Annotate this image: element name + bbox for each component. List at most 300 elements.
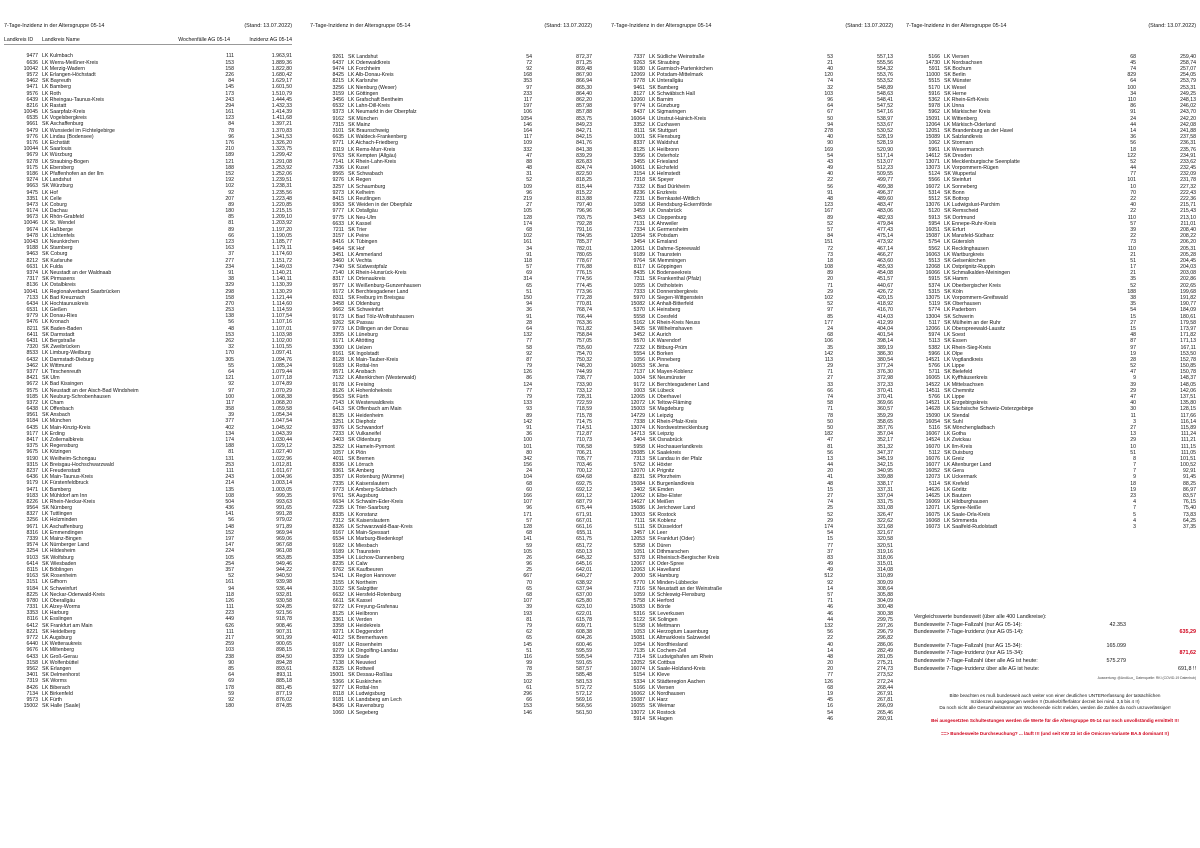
district-id: 8212: [26, 257, 38, 264]
district-id: 3404: [633, 437, 645, 444]
incidence: 715,78: [576, 412, 592, 419]
weekly-cases: 61: [526, 684, 532, 691]
district-name: SK Memmingen: [649, 257, 686, 264]
weekly-cases: 94: [526, 301, 532, 308]
weekly-cases: 71: [827, 406, 833, 413]
weekly-cases: 86: [1130, 103, 1136, 110]
district-id: 9190: [26, 455, 38, 462]
district-name: SK Frankfurt am Main: [42, 622, 93, 629]
incidence: 304,09: [877, 598, 893, 605]
district-name: LK Oberhavel: [649, 394, 681, 401]
district-name: LK Schwandorf: [348, 424, 384, 431]
summary-value: 635,29: [1179, 629, 1196, 636]
district-id: 5513: [928, 257, 940, 264]
district-id: 3159: [332, 90, 344, 97]
weekly-cases: 78: [827, 412, 833, 419]
incidence: 768,74: [576, 307, 592, 314]
district-name: SK Delmenhorst: [42, 672, 80, 679]
district-name: SK Bochum: [944, 66, 972, 73]
table-row: [4, 703, 292, 709]
district-name: LK Günzburg: [649, 103, 680, 110]
weekly-cases: 145: [523, 641, 532, 648]
district-id: 9183: [332, 363, 344, 370]
district-id: 6632: [332, 592, 344, 599]
district-id: 9377: [26, 368, 38, 375]
incidence: 173,97: [1180, 325, 1196, 332]
weekly-cases: 74: [827, 394, 833, 401]
district-name: LK Dahme-Spreewald: [649, 245, 700, 252]
district-id: 9477: [26, 53, 38, 60]
district-id: 15089: [925, 134, 940, 141]
district-id: 8225: [26, 591, 38, 598]
district-name: SK Magdeburg: [649, 406, 684, 413]
weekly-cases: 94: [228, 585, 234, 592]
district-name: LK Hohenlohekreis: [348, 387, 392, 394]
district-id: 7211: [332, 226, 344, 233]
district-id: 3356: [633, 152, 645, 159]
incidence: 202,65: [1180, 282, 1196, 289]
district-id: 4012: [332, 635, 344, 642]
district-name: LK Dillingen an der Donau: [348, 325, 409, 332]
incidence: 991,28: [276, 511, 292, 518]
district-name: SK Schweinfurt: [348, 307, 384, 314]
weekly-cases: 22: [827, 635, 833, 642]
incidence: 842,15: [576, 134, 592, 141]
incidence: 204,45: [1180, 257, 1196, 264]
district-name: LK Donau-Ries: [42, 313, 78, 320]
weekly-cases: 77: [827, 542, 833, 549]
incidence: 822,50: [576, 171, 592, 178]
weekly-cases: 48: [827, 196, 833, 203]
incidence: 148,37: [1180, 375, 1196, 382]
district-name: SK Herne: [944, 90, 967, 97]
incidence: 1.151,72: [271, 257, 292, 264]
incidence: 309,09: [877, 579, 893, 586]
district-id: 15091: [925, 115, 940, 122]
district-name: SK Landau in der Pfalz: [649, 455, 703, 462]
weekly-cases: 188: [225, 164, 234, 171]
district-id: 10042: [23, 65, 38, 72]
weekly-cases: 14: [827, 585, 833, 592]
district-id: 8436: [332, 703, 344, 710]
district-name: LK Deggendorf: [348, 629, 383, 636]
weekly-cases: 44: [827, 616, 833, 623]
district-id: 7143: [332, 400, 344, 407]
weekly-cases: 111: [226, 604, 234, 611]
incidence: 1.223,48: [271, 195, 292, 202]
weekly-cases: 8: [1133, 455, 1136, 462]
weekly-cases: 512: [824, 573, 833, 580]
incidence: 111,21: [1180, 437, 1196, 444]
incidence: 1.045,92: [271, 424, 292, 431]
district-id: 9375: [26, 443, 38, 450]
district-name: LK Neustadt an der Waldnaab: [42, 269, 112, 276]
district-name: LK Bad Kissingen: [42, 381, 83, 388]
district-name: LK Stendal: [944, 412, 970, 419]
incidence: 738,77: [576, 375, 592, 382]
weekly-cases: 329: [225, 282, 234, 289]
incidence: 241,88: [1180, 127, 1196, 134]
incidence: 249,25: [1180, 90, 1196, 97]
district-id: 16075: [925, 511, 940, 518]
district-id: 14522: [925, 381, 940, 388]
district-id: 9361: [332, 468, 344, 475]
district-name: LK Heilbronn: [348, 610, 378, 617]
weekly-cases: 54: [526, 53, 532, 60]
district-id: 9576: [26, 90, 38, 97]
district-name: SK Ingolstadt: [348, 350, 379, 357]
incidence: 215,43: [1180, 208, 1196, 215]
district-id: 9471: [26, 84, 38, 91]
weekly-cases: 89: [827, 214, 833, 221]
incidence: 275,21: [877, 660, 893, 667]
incidence: 553,52: [877, 78, 893, 85]
district-id: 7339: [26, 536, 38, 543]
weekly-cases: 134: [225, 430, 234, 437]
district-id: 9571: [332, 369, 344, 376]
incidence: 370,41: [877, 387, 893, 394]
district-id: 16067: [925, 431, 940, 438]
district-id: 9773: [332, 486, 344, 493]
incidence: 1.629,17: [271, 78, 292, 85]
weekly-cases: 142: [523, 418, 532, 425]
district-name: LK Stormarn: [944, 140, 974, 147]
district-name: LK Neuwied: [348, 660, 376, 667]
district-name: LK Cuxhaven: [649, 121, 681, 128]
district-name: LK Freudenstadt: [42, 467, 81, 474]
district-name: SK Bottrop: [944, 196, 970, 203]
district-name: LK Ahrweiler: [649, 220, 679, 227]
incidence: 776,15: [576, 270, 592, 277]
incidence: 137,51: [1180, 394, 1196, 401]
district-id: 5120: [928, 208, 940, 215]
district-name: SK Gelsenkirchen: [944, 257, 986, 264]
district-name: SK Dortmund: [944, 214, 976, 221]
incidence: 1.215,15: [271, 208, 292, 215]
district-id: 12069: [630, 72, 645, 79]
weekly-cases: 59: [526, 542, 532, 549]
district-name: LK Cham: [42, 399, 64, 406]
weekly-cases: 54: [827, 709, 833, 716]
district-name: LK Schwalm-Eder-Kreis: [348, 499, 404, 506]
district-name: LK Gießen: [42, 307, 67, 314]
incidence: 661,16: [576, 523, 592, 530]
weekly-cases: 36: [526, 307, 532, 314]
district-name: SK Dessau-Roßlau: [348, 672, 393, 679]
district-name: LK Offenbach: [42, 406, 74, 413]
district-name: LK Northeim: [348, 579, 377, 586]
district-name: SK Ansbach: [42, 412, 71, 419]
weekly-cases: 50: [827, 424, 833, 431]
district-name: LK Vorpommern-Greifswald: [944, 295, 1008, 302]
district-id: 9775: [332, 214, 344, 221]
incidence: 489,60: [877, 196, 893, 203]
district-name: LK Regensburg: [42, 443, 79, 450]
weekly-cases: 47: [526, 152, 532, 159]
incidence: 691,12: [576, 493, 592, 500]
district-name: LK Wunsiedel im Fichtelgebirge: [42, 127, 115, 134]
incidence: 347,37: [877, 449, 893, 456]
incidence: 1.411,68: [272, 115, 292, 122]
incidence: 326,47: [877, 511, 893, 518]
incidence: 243,70: [1180, 109, 1196, 116]
district-name: SK Remscheid: [944, 208, 979, 215]
district-id: 16077: [925, 462, 940, 469]
incidence: 650,13: [576, 548, 592, 555]
district-id: 5766: [928, 394, 940, 401]
incidence: 971,89: [276, 523, 292, 530]
incidence: 776,88: [576, 264, 592, 271]
weekly-cases: 56: [228, 517, 234, 524]
district-id: 8236: [633, 189, 645, 196]
incidence: 352,17: [877, 437, 893, 444]
weekly-cases: 49: [827, 567, 833, 574]
incidence: 75,40: [1183, 505, 1196, 512]
district-id: 16074: [630, 666, 645, 673]
incidence: 754,70: [576, 350, 592, 357]
incidence: 1.003,14: [271, 480, 292, 487]
district-id: 6636: [26, 59, 38, 66]
district-id: 8417: [26, 437, 38, 444]
district-id: 5961: [928, 146, 940, 153]
incidence: 331,75: [877, 499, 893, 506]
district-name: SK Jena: [649, 363, 669, 370]
weekly-cases: 52: [228, 573, 234, 580]
weekly-cases: 294: [225, 102, 234, 109]
district-id: 8335: [332, 511, 344, 518]
district-name: SK Landshut: [348, 53, 378, 60]
district-id: 14524: [925, 437, 940, 444]
incidence: 322,62: [877, 517, 893, 524]
district-name: LK Bergstraße: [42, 338, 76, 345]
district-id: 5382: [928, 344, 940, 351]
district-name: LK Oberallgäu: [42, 597, 76, 604]
district-name: LK Hof: [42, 189, 58, 196]
district-id: 3352: [633, 121, 645, 128]
district-id: 10046: [23, 220, 38, 227]
table-body: [310, 54, 592, 716]
district-name: LK Oberbergischer Kreis: [944, 282, 1001, 289]
district-id: 10041: [23, 288, 38, 295]
district-name: LK Hildesheim: [42, 548, 76, 555]
incidence: 871,25: [576, 59, 592, 66]
incidence: 1.003,05: [271, 486, 292, 493]
weekly-cases: 103: [824, 90, 833, 97]
weekly-cases: 105: [523, 548, 532, 555]
district-id: 7320: [26, 344, 38, 351]
incidence: 969,06: [276, 536, 292, 543]
weekly-cases: 152: [225, 170, 234, 177]
district-name: LK Nordfriesland: [649, 641, 688, 648]
weekly-cases: 79: [526, 394, 532, 401]
district-id: 7137: [633, 369, 645, 376]
weekly-cases: 164: [523, 127, 532, 134]
district-name: LK Teltow-Fläming: [649, 400, 692, 407]
incidence: 180,61: [1180, 313, 1196, 320]
district-id: 8226: [26, 498, 38, 505]
district-name: LK Vulkaneifel: [348, 431, 381, 438]
district-id: 3354: [332, 554, 344, 561]
incidence: 999,35: [276, 492, 292, 499]
weekly-cases: 163: [225, 245, 234, 252]
weekly-cases: 170: [225, 350, 234, 357]
district-id: 8437: [633, 109, 645, 116]
incidence: 1.068,38: [271, 393, 292, 400]
district-id: 7138: [332, 660, 344, 667]
weekly-cases: 47: [827, 437, 833, 444]
district-id: 5334: [633, 678, 645, 685]
weekly-cases: 78: [228, 127, 234, 134]
incidence: 1.012,81: [271, 461, 292, 468]
weekly-cases: 128: [523, 214, 532, 221]
district-id: 5958: [633, 443, 645, 450]
district-id: 9778: [633, 78, 645, 85]
incidence: 921,56: [276, 610, 292, 617]
district-id: 9661: [26, 121, 38, 128]
incidence: 714,75: [576, 418, 592, 425]
incidence: 246,02: [1180, 103, 1196, 110]
district-name: LK Bamberg: [42, 84, 71, 91]
incidence: 370,41: [877, 394, 893, 401]
district-id: 12060: [630, 97, 645, 104]
district-id: 5512: [928, 196, 940, 203]
weekly-cases: 46: [827, 604, 833, 611]
district-id: 8136: [26, 282, 38, 289]
weekly-cases: 97: [526, 84, 532, 91]
district-id: 3355: [332, 332, 344, 339]
incidence: 876,02: [276, 696, 292, 703]
district-id: 9675: [26, 449, 38, 456]
incidence: 1.030,44: [271, 437, 292, 444]
district-name: LK Odenwaldkreis: [348, 59, 391, 66]
district-name: LK Düren: [649, 542, 671, 549]
incidence: 1.203,92: [271, 220, 292, 227]
district-id: 14625: [925, 493, 940, 500]
incidence: 463,60: [877, 257, 893, 264]
incidence: 766,44: [576, 313, 592, 320]
weekly-cases: 91: [526, 313, 532, 320]
weekly-cases: 13: [1130, 431, 1136, 438]
incidence: 900,65: [276, 641, 292, 648]
district-id: 15083: [630, 604, 645, 611]
district-name: SK Freiburg im Breisgau: [348, 295, 405, 302]
weekly-cases: 66: [526, 697, 532, 704]
incidence: 1.253,92: [271, 164, 292, 171]
incidence: 1.197,20: [271, 226, 292, 233]
district-id: 5124: [928, 171, 940, 178]
incidence: 706,21: [576, 449, 592, 456]
incidence: 718,59: [576, 406, 592, 413]
weekly-cases: 176: [225, 140, 234, 147]
weekly-cases: 92: [228, 381, 234, 388]
district-name: LK Rhein-Neckar-Kreis: [42, 498, 96, 505]
incidence: 642,01: [576, 567, 592, 574]
district-name: LK Altenkirchen (Westerwald): [348, 375, 416, 382]
weekly-cases: 219: [523, 196, 532, 203]
district-id: 5241: [332, 573, 344, 580]
weekly-cases: 53: [827, 53, 833, 60]
weekly-cases: 92: [228, 189, 234, 196]
weekly-cases: 126: [225, 597, 234, 604]
weekly-cases: 67: [827, 109, 833, 116]
district-name: LK Hochtaunuskreis: [42, 300, 89, 307]
district-name: LK Würzburg: [42, 152, 73, 159]
incidence: 232,45: [1180, 165, 1196, 172]
district-name: LK Wetteraukreis: [42, 641, 82, 648]
district-id: 9776: [26, 133, 38, 140]
weekly-cases: 449: [225, 616, 234, 623]
district-id: 14626: [925, 486, 940, 493]
district-id: 5162: [633, 319, 645, 326]
incidence: 1.220,85: [271, 201, 292, 208]
district-id: 12064: [925, 121, 940, 128]
weekly-cases: 259: [225, 641, 234, 648]
district-name: LK Rotenburg (Wümme): [348, 474, 405, 481]
weekly-cases: 626: [225, 622, 234, 629]
incidence: 770,81: [576, 301, 592, 308]
weekly-cases: 5: [1133, 511, 1136, 518]
incidence: 92,91: [1183, 468, 1196, 475]
district-name: LK Zollernalbkreis: [42, 437, 84, 444]
incidence: 315,01: [877, 561, 893, 568]
district-id: 8415: [332, 196, 344, 203]
district-name: LK Nürnberger Land: [42, 542, 90, 549]
district-id: 5911: [928, 66, 940, 73]
incidence: 569,16: [576, 697, 592, 704]
district-name: LK Kulmbach: [42, 53, 73, 60]
district-id: 7132: [332, 375, 344, 382]
weekly-cases: 132: [523, 332, 532, 339]
district-id: 14521: [925, 400, 940, 407]
weekly-cases: 83: [827, 554, 833, 561]
incidence: 148,05: [1180, 381, 1196, 388]
table-body: [906, 54, 1196, 530]
table-title: 7-Tage-Inzidenz in der Altersgruppe 05-14: [310, 23, 411, 29]
incidence: 509,55: [877, 171, 893, 178]
incidence: 714,51: [576, 424, 592, 431]
weekly-cases: 167: [824, 208, 833, 215]
weekly-cases: 15: [1130, 313, 1136, 320]
district-name: LK Segeberg: [348, 709, 379, 716]
incidence: 337,31: [877, 486, 893, 493]
weekly-cases: 39: [526, 604, 532, 611]
district-name: LK Weißenburg-Gunzenhausen: [348, 282, 421, 289]
district-id: 5711: [928, 369, 940, 376]
district-id: 16070: [925, 443, 940, 450]
district-name: LK Jerichower Land: [649, 505, 695, 512]
district-id: 8416: [332, 239, 344, 246]
incidence: 864,40: [576, 90, 592, 97]
district-name: LK Fürstenfeldbruck: [42, 480, 89, 487]
district-name: SK Düsseldorf: [649, 523, 683, 530]
weekly-cases: 48: [526, 165, 532, 172]
district-name: LK Forchheim: [348, 66, 381, 73]
district-name: LK Rheingau-Taunus-Kreis: [42, 96, 104, 103]
weekly-cases: 145: [225, 84, 234, 91]
incidence: 979,02: [276, 517, 292, 524]
district-id: 3256: [332, 84, 344, 91]
district-id: 6436: [26, 474, 38, 481]
weekly-cases: 84: [228, 121, 234, 128]
district-name: LK Celle: [42, 195, 62, 202]
district-name: SK Hagen: [649, 715, 673, 722]
district-id: 7338: [633, 418, 645, 425]
weekly-cases: 182: [824, 431, 833, 438]
weekly-cases: 110: [1127, 97, 1136, 104]
disclaimer: [914, 693, 1196, 711]
incidence: 248,13: [1180, 97, 1196, 104]
district-name: LK Potsdam-Mittelmark: [649, 72, 703, 79]
